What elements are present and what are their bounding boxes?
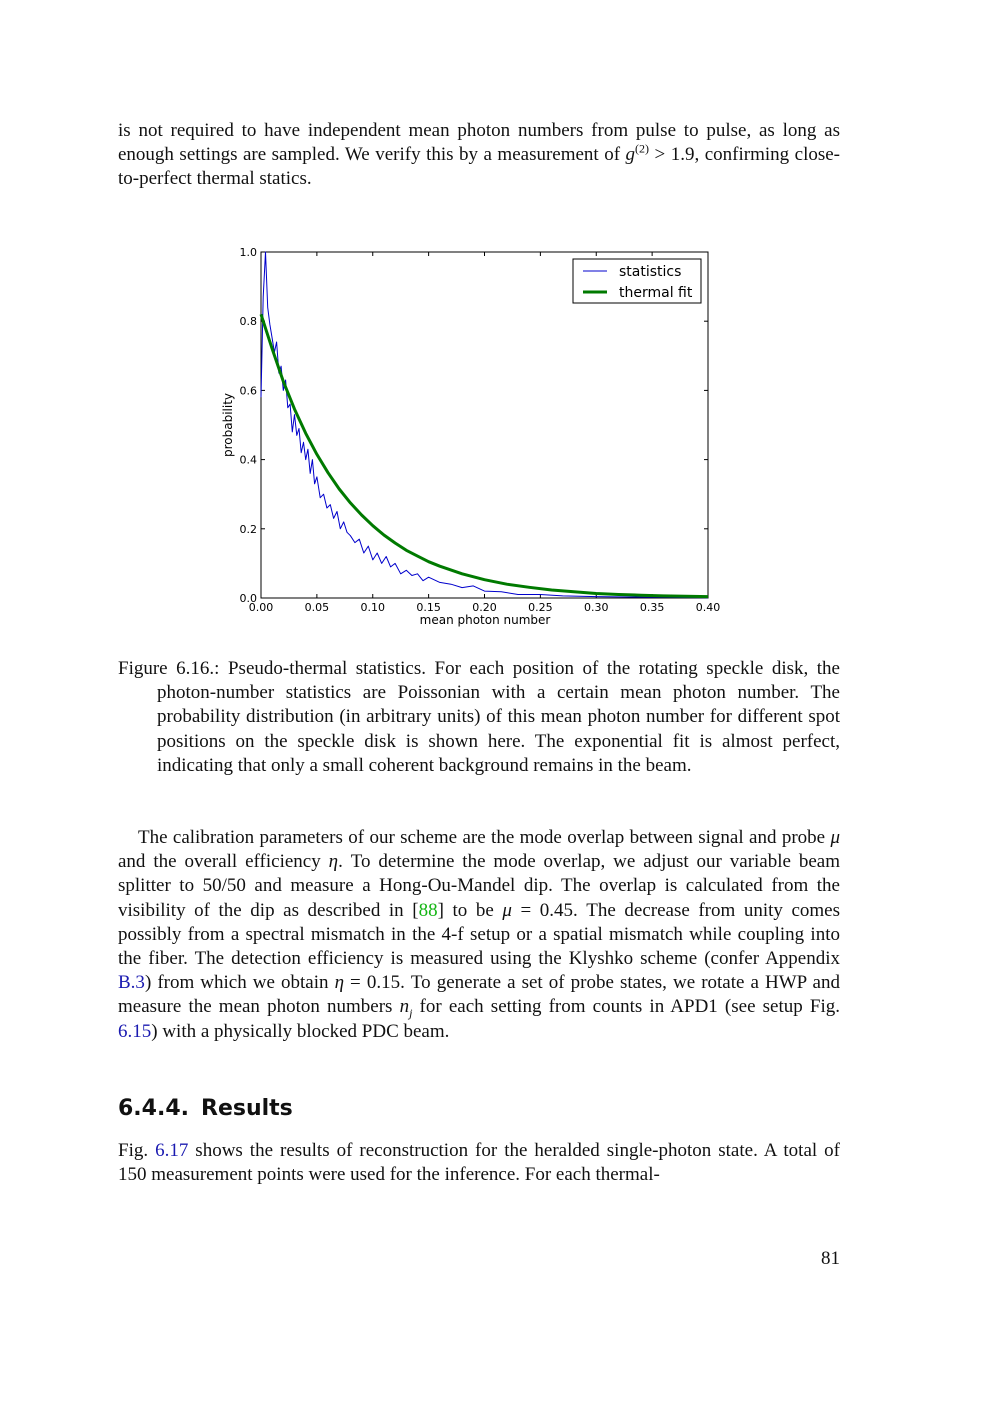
- x-axis-label: mean photon number: [419, 613, 551, 627]
- x-tick-label: 0.25: [528, 601, 553, 614]
- legend-label-statistics: statistics: [619, 264, 682, 280]
- section-title: Results: [201, 1096, 293, 1121]
- intro-paragraph: is not required to have independent mean photon numbers from pulse to pulse, as long as enough settings are sampled. We verify this by a measurement of $g^{(2)} > 1.9$, confirming close-to-perfect thermal statics.: [118, 120, 840, 190]
- caption-label: Figure 6.16.:: [118, 658, 220, 679]
- figure-link-6-17[interactable]: 6.17: [155, 1140, 189, 1161]
- section-heading: [118, 1096, 293, 1121]
- citation-link-88[interactable]: 88: [418, 899, 438, 921]
- page-number: 81: [821, 1248, 840, 1269]
- chart-svg: [214, 238, 734, 638]
- y-tick-label: 0.0: [239, 592, 257, 605]
- legend: [573, 259, 701, 303]
- y-tick-label: 0.2: [239, 522, 257, 536]
- caption-text: Pseudo-thermal statistics. For each position of the rotating speckle disk, the photon-number statistics are Poissonian with a certain mean photon number. The probability distribution (in arbitrary units) of this mean photon number for different spot positions on the speckle disk is shown here. The exponential fit is almost perfect, indicating that only a small coherent background remains in the beam.: [157, 658, 840, 776]
- x-tick-label: 0.00: [248, 601, 274, 614]
- y-tick-label: 0.6: [239, 384, 257, 398]
- x-tick-label: 0.15: [416, 601, 441, 614]
- figure-link-6-15[interactable]: 6.15: [118, 1020, 152, 1042]
- x-tick-label: 0.35: [639, 601, 665, 614]
- x-tick-label: 0.20: [472, 601, 497, 614]
- x-tick-label: 0.40: [695, 601, 721, 614]
- x-tick-label: 0.10: [360, 601, 385, 614]
- figure-caption: [118, 657, 840, 778]
- legend-label-thermal-fit: thermal fit: [619, 285, 693, 301]
- results-paragraph: Fig. 6.17 shows the results of reconstruction for the heralded single-photon state. A total of 150 measurement points were used for the inference. For each thermal-: [118, 1140, 840, 1186]
- section-number: 6.4.4.: [118, 1096, 189, 1121]
- x-tick-label: 0.30: [584, 601, 609, 614]
- x-tick-label: 0.05: [304, 601, 330, 614]
- y-tick-label: 0.4: [239, 453, 257, 467]
- y-tick-label: 0.8: [239, 315, 257, 329]
- y-axis-label: probability: [221, 392, 235, 458]
- plot-frame: [261, 252, 708, 598]
- appendix-link-b3[interactable]: B.3: [118, 972, 145, 994]
- probability-figure: [214, 238, 734, 638]
- calibration-paragraph: The calibration parameters of our scheme are the mode overlap between signal and probe μ and the overall efficiency η. To determine the mode overlap, we adjust our variable beam splitter to 50/50 and measure a Hong-Ou-Mandel dip. The overlap is calculated from the visibility of the dip as described in [88] to be μ = 0.45. The decrease from unity comes possibly from a spectral mismatch in the 4-f setup or a spatial mismatch while coupling into the fiber. The detection efficiency is measured using the Klyshko scheme (confer Appendix B.3) from which we obtain η = 0.15. To generate a set of probe states, we rotate a HWP and measure the mean photon numbers $n_j$ for each setting from counts in APD1 (see setup Fig. 6.15) with a physically blocked PDC beam.: [118, 827, 841, 1042]
- y-tick-label: 1.0: [239, 246, 257, 259]
